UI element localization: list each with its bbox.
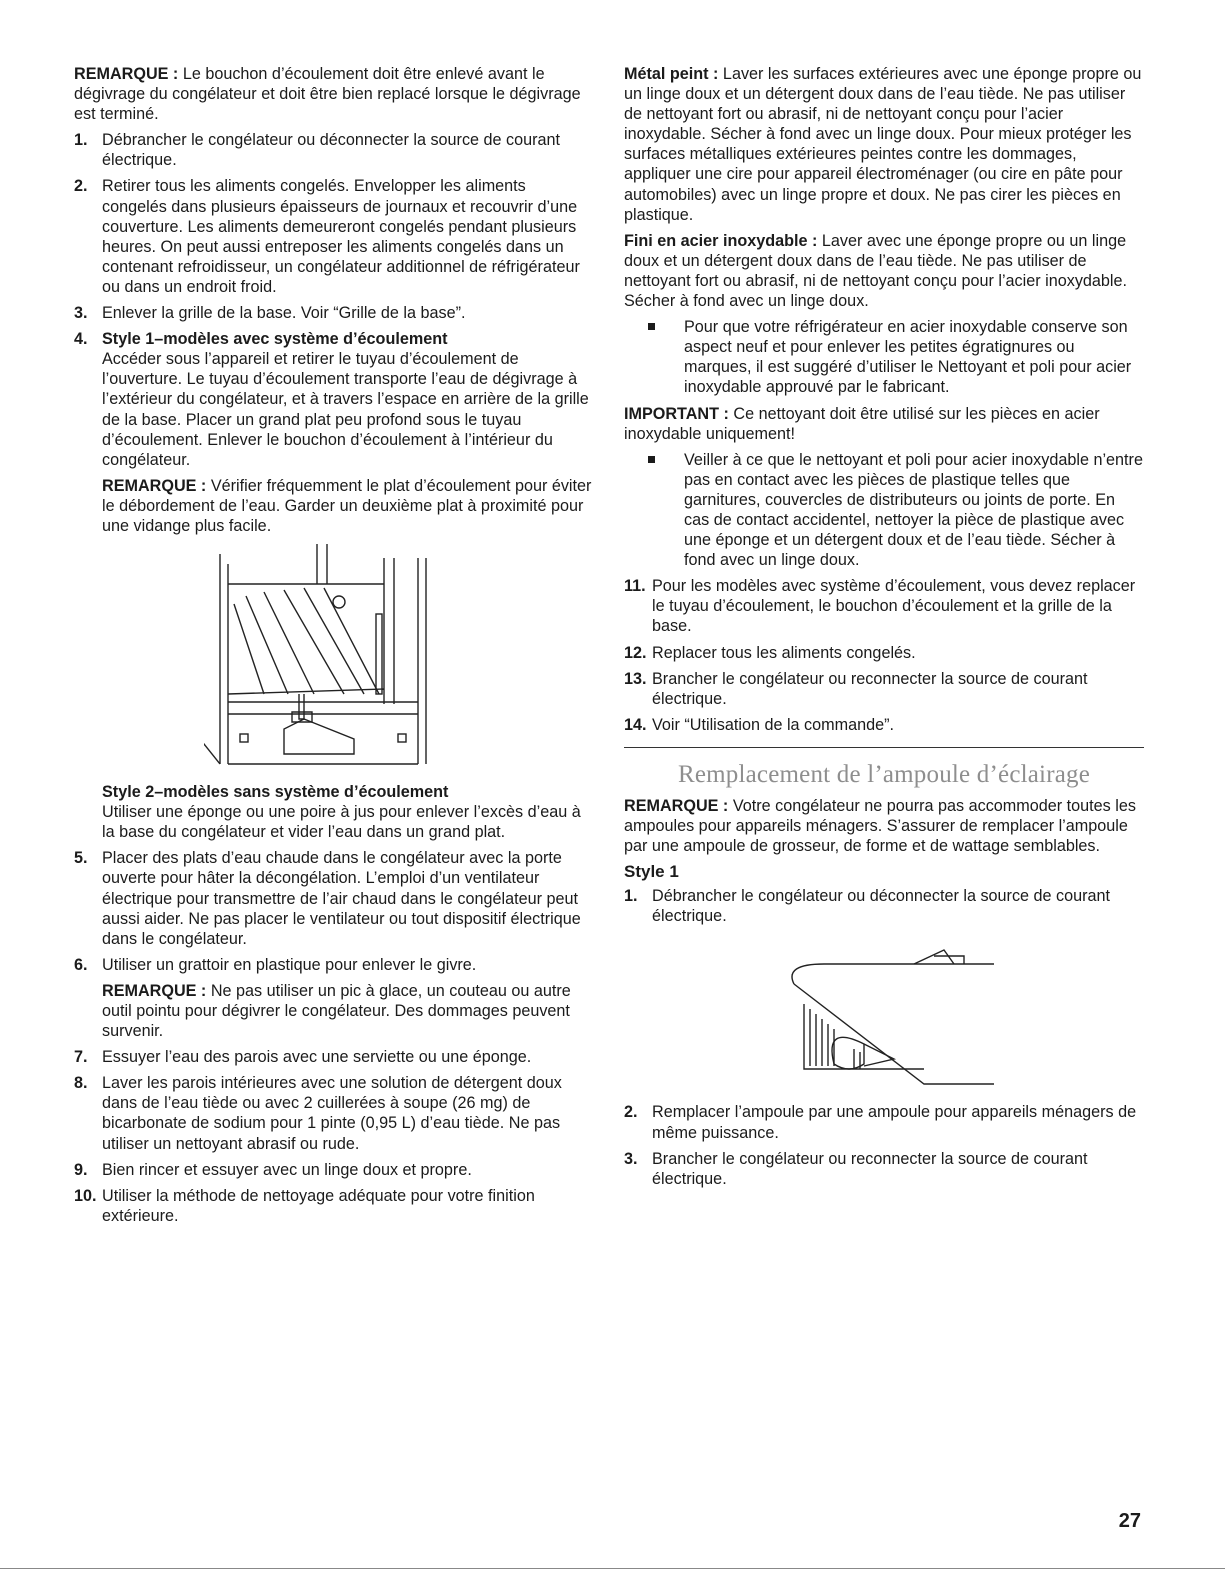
step-8: 8. Laver les parois intérieures avec une solution de détergent doux dans de l’eau tiède ou avec 2 cuillerées à soupe (26 mg) de bicarbonate de sodium pour 1 pinte (0,95 L) d’eau tiède. Ne pas utiliser un nettoyant abrasif ou rude. xyxy=(74,1074,562,1153)
step-9: 9. Bien rincer et essuyer avec un linge doux et propre. xyxy=(74,1160,472,1179)
section-note: REMARQUE : Votre congélateur ne pourra pas accommoder toutes les ampoules pour appareils ménagers. S’assurer de remplacer l’ampoule par une ampoule de grosseur, de forme et de wattage semblables. xyxy=(624,796,1136,856)
section-title: Remplacement de l’ampoule d’éclairage xyxy=(677,760,1091,788)
step-10: 10. Utiliser la méthode de nettoyage adéquate pour votre finition extérieure. xyxy=(74,1186,535,1225)
bottom-rule xyxy=(0,1568,1225,1569)
step-4-text: Accéder sous l’appareil et retirer le tuyau d’écoulement de l’ouverture. Le tuyau d’écoulement transporte l’eau de dégivrage à l’extérieur du congélateur, et à travers l’espace en arrière de la grille de la base. Placer un grand plat peu profond sous le tuyau d’écoulement. Enlever le bouchon d’écoulement à l’intérieur du congélateur. xyxy=(102,350,589,469)
step-12: 12. Replacer tous les aliments congelés. xyxy=(624,643,916,662)
bulb-step-3: 3. Brancher le congélateur ou reconnecter la source de courant électrique. xyxy=(624,1149,1088,1188)
drain-illustration xyxy=(204,544,464,774)
step-4-note: REMARQUE : Vérifier fréquemment le plat d’écoulement pour éviter le débordement de l’eau. Garder un deuxième plat à proximité pour une vidange plus facile. xyxy=(102,476,592,535)
style-2-block xyxy=(74,782,594,842)
step-13: 13. Brancher le congélateur ou reconnecter la source de courant électrique. xyxy=(624,669,1088,708)
style-2-text: Utiliser une éponge ou une poire à jus pour enlever l’excès d’eau à la base du congélateur et vider l’eau dans un grand plat. xyxy=(102,803,581,842)
style-1-heading: Style 1 xyxy=(624,862,679,882)
step-3: 3. Enlever la grille de la base. Voir “Grille de la base”. xyxy=(74,304,466,323)
style-2-title: Style 2–modèles sans système d’écoulement xyxy=(102,783,449,802)
right-column xyxy=(624,64,1144,1195)
step-1: 1. Débrancher le congélateur ou déconnecter la source de courant électrique. xyxy=(74,131,561,170)
stainless-finish: Fini en acier inoxydable : Laver avec une éponge propre ou un linge doux et un détergent doux dans de l’eau tiède. Ne pas utiliser de nettoyant fort ou abrasif, ni de nettoyant conçu pour l’acier inoxydable. Sécher à fond avec un linge doux. xyxy=(624,231,1128,311)
page-number: 27 xyxy=(1118,1510,1141,1532)
note-intro: REMARQUE : Le bouchon d’écoulement doit être enlevé avant le dégivrage du congélateur et doit être bien replacé lorsque le dégivrage est terminé. xyxy=(74,65,581,124)
step-2: 2. Retirer tous les aliments congelés. Envelopper les aliments congelés dans plusieurs épaisseurs de journaux et recouvrir d’une couverture. Les aliments demeureront congelés pendant plusieurs heures. On peut aussi entreposer les aliments congelés dans un contenant refroidisseur, un congélateur additionnel de réfrigérateur ou dans un endroit froid. xyxy=(74,177,580,296)
step-4: 4. Style 1–modèles avec système d’écoulement Accéder sous l’appareil et retirer le tuyau d’écoulement de l’ouverture. Le tuyau d’écoulement transporte l’eau de dégivrage à l’extérieur du congélateur, et à travers l’espace en arrière de la grille de la base. Placer un grand plat peu profond sous le tuyau d’écoulement. Enlever le bouchon d’écoulement à l’intérieur du congélateur. REMARQUE : Vérifier fréquemment le plat d’écoulement pour éviter le débordement de l’eau. Garder un deuxième plat à proximité pour une vidange plus facile. xyxy=(74,329,594,536)
bulb-step-1: 1. Débrancher le congélateur ou déconnecter la source de courant électrique. xyxy=(624,887,1111,926)
bulb-step-2: 2. Remplacer l’ampoule par une ampoule pour appareils ménagers de même puissance. xyxy=(624,1103,1137,1142)
step-6-note: REMARQUE : Ne pas utiliser un pic à glace, un couteau ou autre outil pointu pour dégivrer le congélateur. Des dommages peuvent survenir. xyxy=(102,981,571,1041)
painted-metal: Métal peint : Laver les surfaces extérieures avec une éponge propre ou un linge doux et un détergent doux dans de l’eau tiède. Ne pas utiliser de nettoyant fort ou abrasif, ni de nettoyant conçu pour l’acier inoxydable. Sécher à fond avec un linge doux. Pour mieux protéger les surfaces métalliques extérieures peintes contre les dommages, appliquer une cire pour appareil électroménager (ou cire en pâte pour automobiles) avec un linge propre et doux. Ne pas cirer les pièces en plastique. xyxy=(624,65,1142,224)
bulb-illustration xyxy=(764,934,1004,1094)
bullet-1: Pour que votre réfrigérateur en acier inoxydable conserve son aspect neuf et pour enlever les petites égratignures ou marques, il est suggéré d’utiliser le Nettoyant et poli pour acier inoxydable approuvé par le fabricant. xyxy=(624,317,1144,397)
important-note: IMPORTANT : Ce nettoyant doit être utilisé sur les pièces en acier inoxydable uniquement! xyxy=(624,404,1100,443)
step-7: 7. Essuyer l’eau des parois avec une serviette ou une éponge. xyxy=(74,1048,532,1067)
bullet-square-icon xyxy=(648,456,655,463)
step-11: 11. Pour les modèles avec système d’écoulement, vous devez replacer le tuyau d’écoulement, le bouchon d’écoulement et la grille de la base. xyxy=(624,577,1136,636)
left-column xyxy=(74,64,594,1232)
bullet-2: Veiller à ce que le nettoyant et poli pour acier inoxydable n’entre pas en contact avec les pièces de plastique telles que garnitures, couvercles de distributeurs ou joints de porte. En cas de contact accidentel, nettoyer la pièce de plastique avec une éponge et un détergent doux et de l’eau tiède. Sécher à fond avec un linge doux. xyxy=(624,450,1144,571)
bullet-square-icon xyxy=(648,323,655,330)
step-4-title: Style 1–modèles avec système d’écoulement xyxy=(102,330,448,349)
step-5: 5. Placer des plats d’eau chaude dans le congélateur avec la porte ouverte pour hâter la décongélation. L’emploi d’un ventilateur électrique pour transmettre de l’air chaud dans le congélateur peut aussi aider. Ne pas placer le ventilateur ou tout dispositif électrique dans le congélateur. xyxy=(74,849,581,948)
step-14: 14. Voir “Utilisation de la commande”. xyxy=(624,715,895,734)
step-6: 6. Utiliser un grattoir en plastique pour enlever le givre. REMARQUE : Ne pas utiliser un pic à glace, un couteau ou autre outil pointu pour dégivrer le congélateur. Des dommages peuvent survenir. xyxy=(74,955,594,1041)
section-divider xyxy=(624,747,1144,748)
